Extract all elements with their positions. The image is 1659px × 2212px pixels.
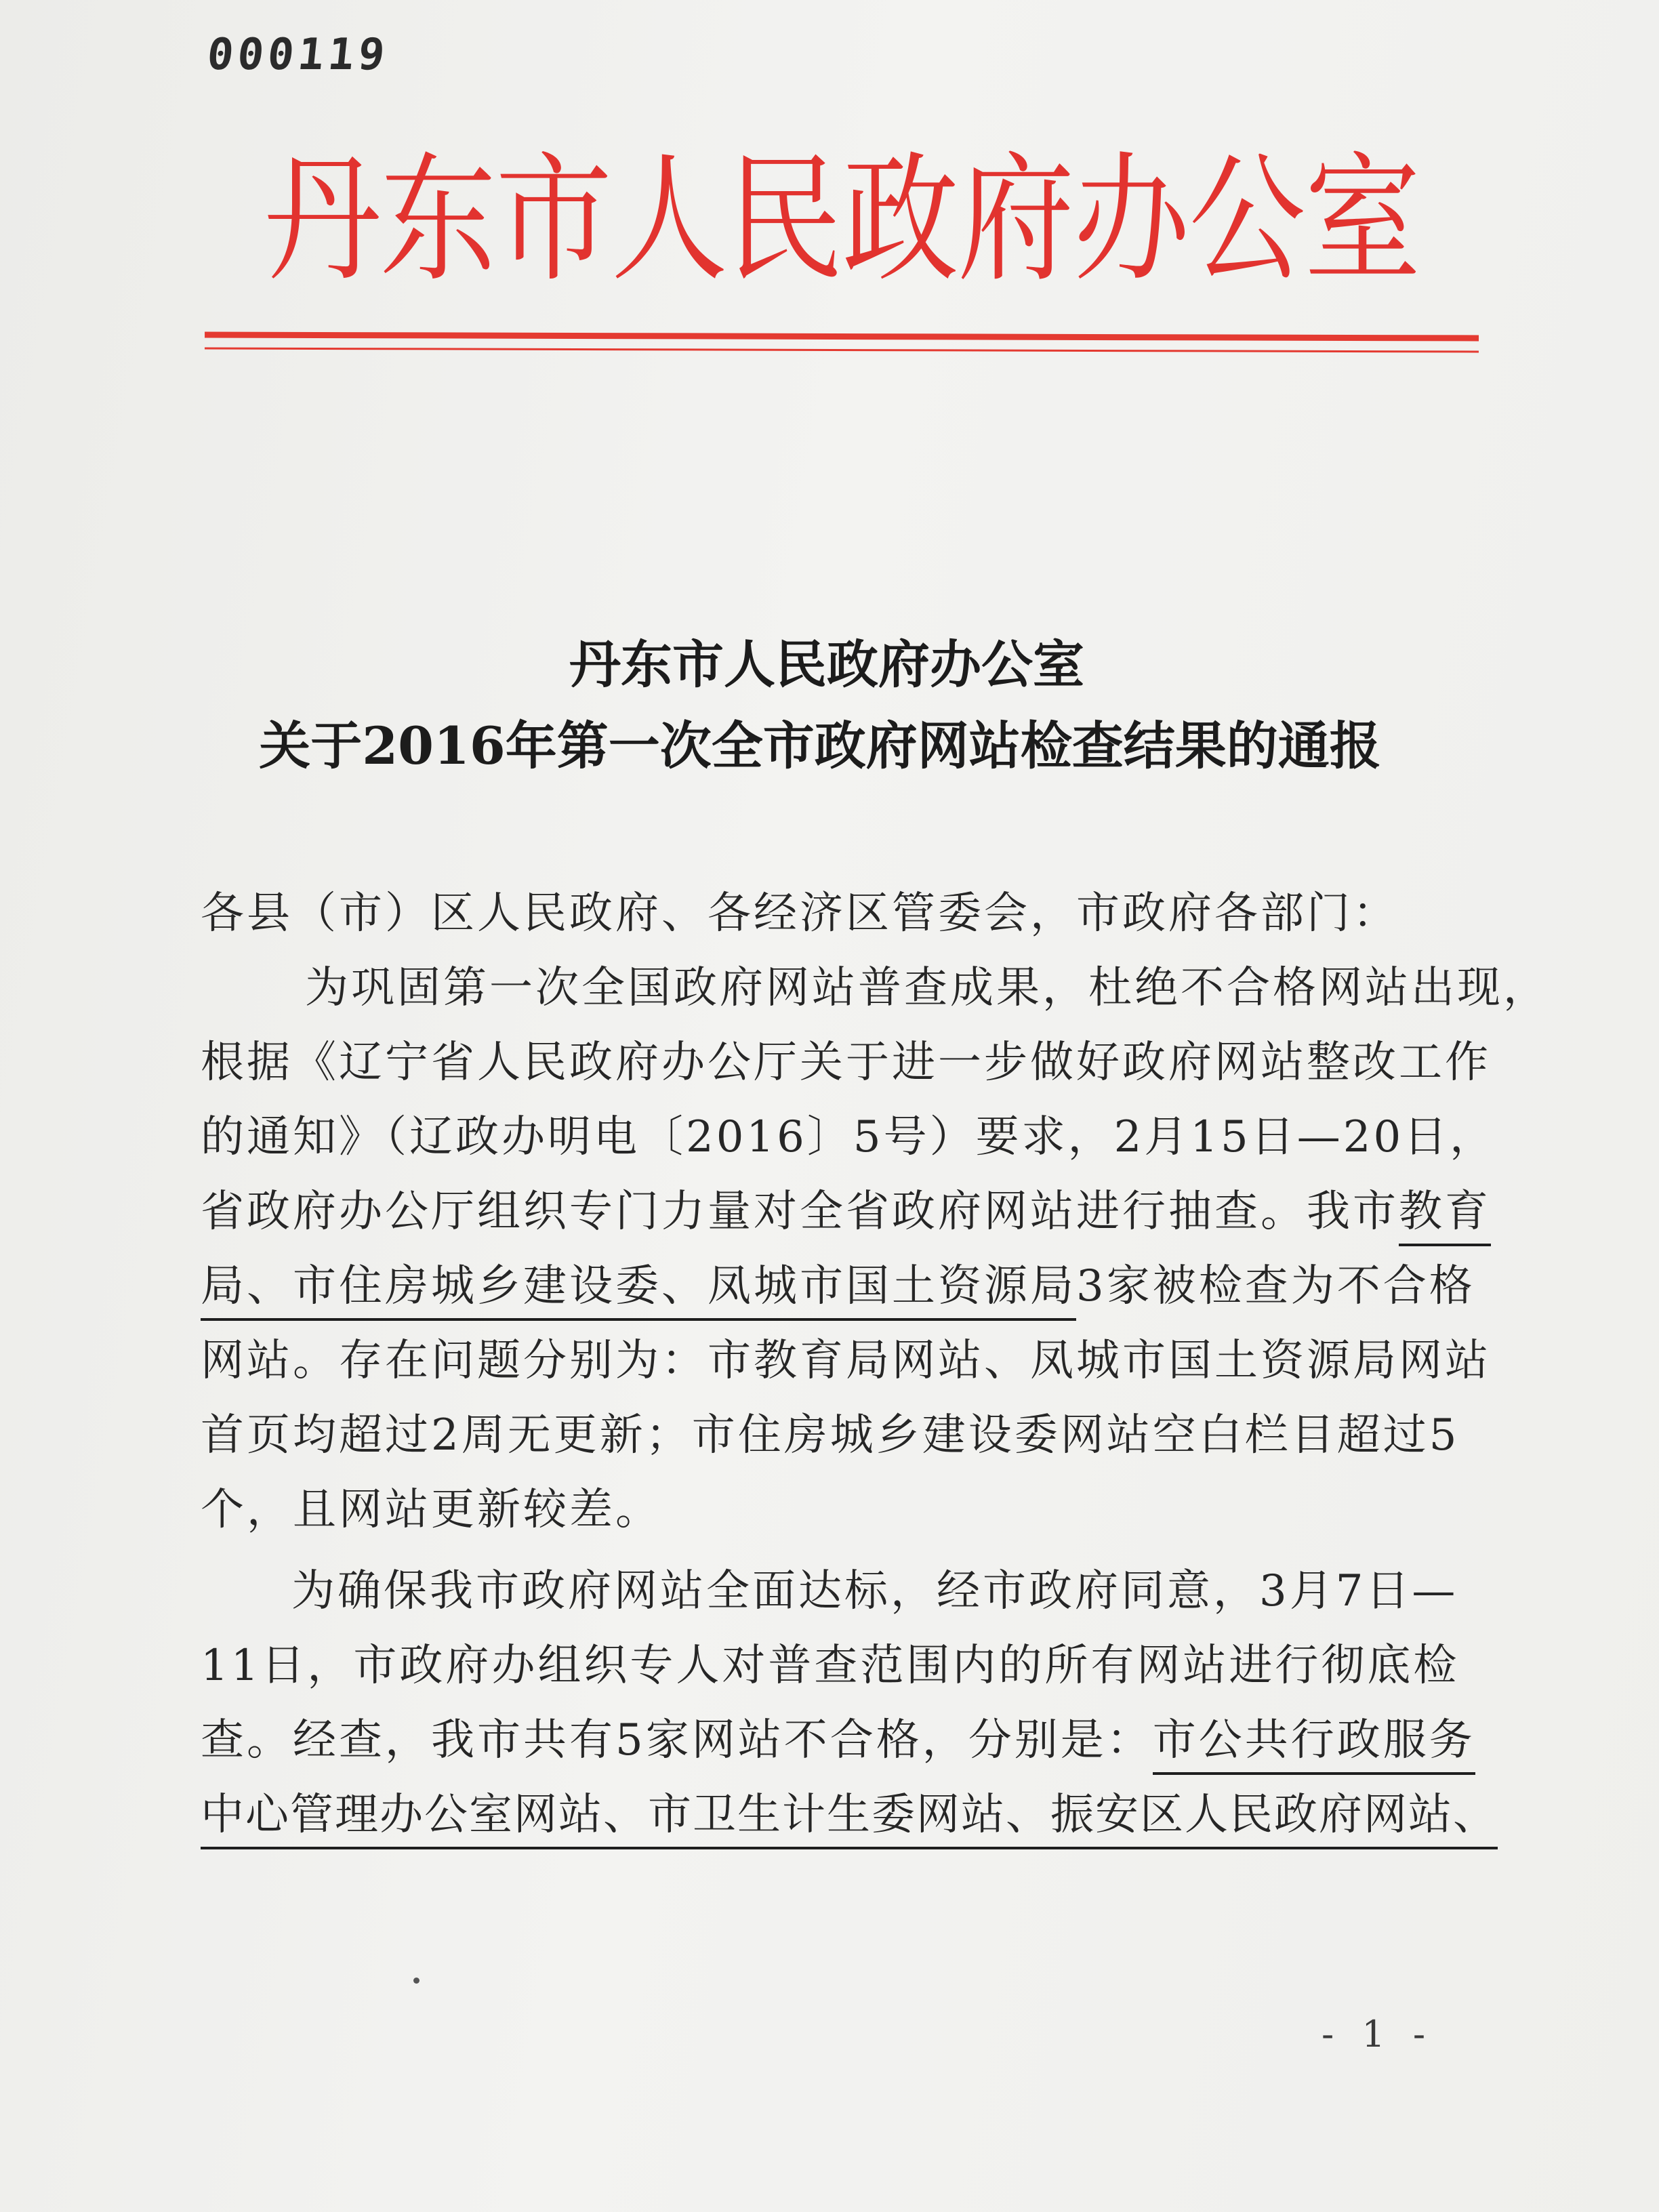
red-masthead: 丹东市人民政府办公室 [264,140,1420,301]
underlined-text: 中心管理办公室网站、市卫生计生委网站、振安区人民政府网站、 [201,1790,1498,1849]
paragraph-2-line-3 [201,1705,1475,1767]
paragraph-1-line-5-text: 3家被检查为不合格 [1076,1261,1475,1311]
paragraph-1-line-4 [201,1176,1491,1239]
paragraph-1-line-1: 为巩固第一次全国政府网站普查成果，杜绝不合格网站出现， [305,963,1549,1013]
paragraph-1-line-2: 根据《辽宁省人民政府办公厅关于进一步做好政府网站整改工作 [201,1038,1491,1088]
paragraph-2-line-4 [201,1780,1498,1842]
underlined-text: 市公共行政服务 [1153,1715,1475,1775]
paragraph-2-line-3-text: 查。经查，我市共有5家网站不合格，分别是： [201,1715,1153,1765]
document-title-line-2: 关于2016年第一次全市政府网站检查结果的通报 [259,716,1381,776]
paragraph-1-line-4-text: 省政府办公厅组织专门力量对全省政府网站进行抽查。我市 [201,1187,1399,1237]
paragraph-1-line-6: 网站。存在问题分别为：市教育局网站、凤城市国土资源局网站 [201,1336,1491,1386]
paragraph-2-line-1: 为确保我市政府网站全面达标，经市政府同意，3月7日— [291,1566,1458,1616]
paragraph-1-line-8: 个，且网站更新较差。 [201,1485,661,1535]
document-title-line-1: 丹东市人民政府办公室 [569,634,1084,695]
underlined-text: 局、市住房城乡建设委、凤城市国土资源局 [201,1261,1076,1321]
paragraph-1-line-7: 首页均超过2周无更新；市住房城乡建设委网站空白栏目超过5 [201,1410,1460,1460]
red-divider-rule [205,332,1479,353]
page-number: - 1 - [1322,2013,1434,2055]
salutation: 各县（市）区人民政府、各经济区管委会，市政府各部门： [201,888,1399,939]
paragraph-2-line-2: 11日，市政府办组织专人对普查范围内的所有网站进行彻底检 [201,1641,1460,1691]
document-serial-number: 000119 [205,30,392,80]
underlined-text: 教育 [1399,1187,1491,1246]
paragraph-1-line-3: 的通知》（辽政办明电〔2016〕5号）要求，2月15日—20日， [201,1112,1496,1162]
paper-speck [413,1978,419,1984]
paragraph-1-line-5 [201,1251,1475,1313]
